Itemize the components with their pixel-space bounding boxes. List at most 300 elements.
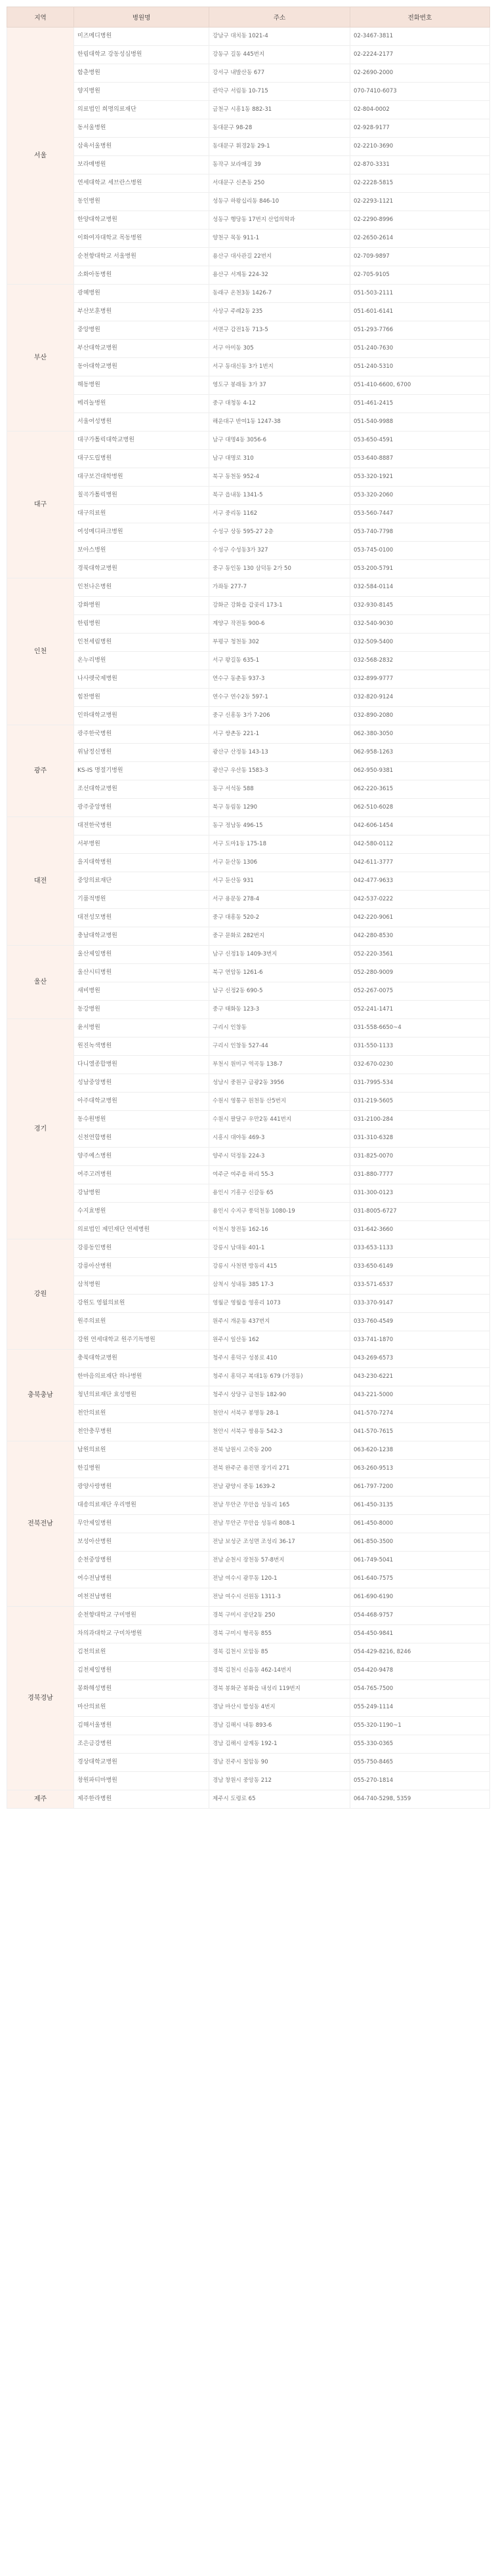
address-cell: 강남구 대치동 1021-4 [209, 28, 350, 46]
phone-cell: 031-558-6650~4 [350, 1019, 490, 1037]
address-cell: 원주시 일산동 162 [209, 1331, 350, 1350]
hospital-name-cell: 조은금강병원 [74, 1735, 209, 1754]
address-cell: 경남 진주시 칠암동 90 [209, 1754, 350, 1772]
table-row [7, 1093, 490, 1111]
table-row [7, 909, 490, 927]
hospital-name-cell: 천안의료원 [74, 1405, 209, 1423]
hospital-name-cell: 순천향대학교 구미병원 [74, 1607, 209, 1625]
address-cell: 관악구 서림동 10-715 [209, 83, 350, 101]
table-row [7, 1497, 490, 1515]
table-row [7, 1313, 490, 1331]
hospital-name-cell: 순천중앙병원 [74, 1552, 209, 1570]
hospital-name-cell: 순천향대학교 서울병원 [74, 248, 209, 266]
table-row [7, 725, 490, 744]
address-cell: 동작구 보라매길 39 [209, 156, 350, 174]
address-cell: 영월군 영월읍 영흥리 1073 [209, 1295, 350, 1313]
phone-cell: 063-260-9513 [350, 1460, 490, 1478]
hospital-name-cell: 인천나은병원 [74, 578, 209, 597]
phone-cell: 043-230-6221 [350, 1368, 490, 1386]
address-cell: 경남 김해시 삼계동 192-1 [209, 1735, 350, 1754]
phone-cell: 051-240-7630 [350, 340, 490, 358]
table-row [7, 1662, 490, 1680]
phone-cell: 032-584-0114 [350, 578, 490, 597]
phone-cell: 053-740-7798 [350, 523, 490, 542]
phone-cell: 031-300-0123 [350, 1184, 490, 1203]
table-row [7, 835, 490, 854]
address-cell: 경남 김해시 내동 893-6 [209, 1717, 350, 1735]
phone-cell: 02-804-0002 [350, 101, 490, 119]
table-row [7, 615, 490, 634]
table-row [7, 1037, 490, 1056]
table-row [7, 1166, 490, 1184]
region-cell: 제주 [7, 1790, 74, 1809]
hospital-name-cell: 광양사랑병원 [74, 1478, 209, 1497]
hospital-name-cell: 여주고려병원 [74, 1166, 209, 1184]
address-cell: 시흥시 대야동 469-3 [209, 1129, 350, 1148]
table-row [7, 101, 490, 119]
phone-cell: 055-320-1190~1 [350, 1717, 490, 1735]
phone-cell: 052-220-3561 [350, 946, 490, 964]
phone-cell: 052-241-1471 [350, 1001, 490, 1019]
phone-cell: 033-571-6537 [350, 1276, 490, 1295]
hospital-name-cell: 청년의료재단 효성병원 [74, 1386, 209, 1405]
phone-cell: 062-220-3615 [350, 780, 490, 799]
address-cell: 전북 완주군 용진면 장기리 271 [209, 1460, 350, 1478]
table-row [7, 1588, 490, 1607]
phone-cell: 02-2224-2177 [350, 46, 490, 64]
hospital-name-cell: 신천연합병원 [74, 1129, 209, 1148]
phone-cell: 064-740-5298, 5359 [350, 1790, 490, 1809]
hospital-name-cell: 대송의료재단 우리병원 [74, 1497, 209, 1515]
phone-cell: 02-705-9105 [350, 266, 490, 285]
table-row [7, 689, 490, 707]
hospital-name-cell: 성남중앙병원 [74, 1074, 209, 1093]
address-cell: 전남 여수시 광무동 120-1 [209, 1570, 350, 1588]
address-cell: 북구 읍내동 1341-5 [209, 487, 350, 505]
table-row [7, 542, 490, 560]
phone-cell: 051-503-2111 [350, 285, 490, 303]
hospital-name-cell: 강원도 영월의료원 [74, 1295, 209, 1313]
phone-cell: 02-709-9897 [350, 248, 490, 266]
phone-cell: 054-420-9478 [350, 1662, 490, 1680]
address-cell: 성동구 행당동 17번지 산업의학과 [209, 211, 350, 230]
table-row [7, 1331, 490, 1350]
phone-cell: 055-249-1114 [350, 1699, 490, 1717]
phone-cell: 051-293-7766 [350, 321, 490, 340]
address-cell: 천안시 서북구 봉명동 28-1 [209, 1405, 350, 1423]
hospital-name-cell: 양주예스병원 [74, 1148, 209, 1166]
hospital-name-cell: 대전한국병원 [74, 817, 209, 835]
phone-cell: 02-928-9177 [350, 119, 490, 138]
table-row [7, 523, 490, 542]
table-row [7, 927, 490, 946]
hospital-name-cell: 의료법인 제민재단 연세병원 [74, 1221, 209, 1239]
address-cell: 서구 중리동 1162 [209, 505, 350, 523]
address-cell: 경북 구미시 공단2동 250 [209, 1607, 350, 1625]
phone-cell: 055-330-0365 [350, 1735, 490, 1754]
header-address: 주소 [209, 7, 350, 28]
hospital-name-cell: 삼척병원 [74, 1276, 209, 1295]
address-cell: 전남 여수시 선원동 1311-3 [209, 1588, 350, 1607]
phone-cell: 054-468-9757 [350, 1607, 490, 1625]
hospital-name-cell: 마산의료원 [74, 1699, 209, 1717]
address-cell: 양천구 목동 911-1 [209, 230, 350, 248]
hospital-name-cell: 무안제일병원 [74, 1515, 209, 1533]
hospital-name-cell: 한림병원 [74, 615, 209, 634]
table-row [7, 303, 490, 321]
phone-cell: 054-450-9841 [350, 1625, 490, 1643]
address-cell: 전남 무안군 무안읍 성동리 808-1 [209, 1515, 350, 1533]
hospital-table [7, 7, 490, 1809]
hospital-name-cell: 여천전남병원 [74, 1588, 209, 1607]
phone-cell: 043-221-5000 [350, 1386, 490, 1405]
hospital-name-cell: 충북대학교병원 [74, 1350, 209, 1368]
phone-cell: 032-930-8145 [350, 597, 490, 615]
region-cell: 광주 [7, 725, 74, 817]
hospital-name-cell: 의료법인 희명의료재단 [74, 101, 209, 119]
phone-cell: 055-750-8465 [350, 1754, 490, 1772]
hospital-name-cell: 강릉동인병원 [74, 1239, 209, 1258]
table-row [7, 28, 490, 46]
phone-cell: 02-2293-1121 [350, 193, 490, 211]
table-row [7, 1533, 490, 1552]
phone-cell: 031-880-7777 [350, 1166, 490, 1184]
hospital-name-cell: 울산시티병원 [74, 964, 209, 982]
address-cell: 동대문구 98-28 [209, 119, 350, 138]
phone-cell: 031-219-5605 [350, 1093, 490, 1111]
hospital-name-cell: 소화아동병원 [74, 266, 209, 285]
phone-cell: 031-642-3660 [350, 1221, 490, 1239]
phone-cell: 063-620-1238 [350, 1441, 490, 1460]
table-row [7, 597, 490, 615]
address-cell: 용인시 수지구 풍덕천동 1080-19 [209, 1203, 350, 1221]
hospital-name-cell: 대구도립병원 [74, 450, 209, 468]
address-cell: 연수구 동춘동 937-3 [209, 670, 350, 689]
table-row [7, 1735, 490, 1754]
table-row [7, 1625, 490, 1643]
address-cell: 서구 둔산동 931 [209, 872, 350, 891]
phone-cell: 033-370-9147 [350, 1295, 490, 1313]
address-cell: 계양구 작전동 900-6 [209, 615, 350, 634]
hospital-name-cell: 한마음의료재단 하나병원 [74, 1368, 209, 1386]
phone-cell: 051-461-2415 [350, 395, 490, 413]
hospital-name-cell: 광주중앙병원 [74, 799, 209, 817]
address-cell: 북구 동림동 1290 [209, 799, 350, 817]
phone-cell: 051-240-5310 [350, 358, 490, 376]
table-row [7, 174, 490, 193]
table-row [7, 1790, 490, 1809]
header-hospital-name: 병원명 [74, 7, 209, 28]
hospital-name-cell: 메리놀병원 [74, 395, 209, 413]
hospital-table-container [7, 7, 489, 1809]
hospital-name-cell: 위남정신병원 [74, 744, 209, 762]
table-row [7, 1607, 490, 1625]
address-cell: 수성구 상동 595-27 2층 [209, 523, 350, 542]
phone-cell: 053-320-2060 [350, 487, 490, 505]
phone-cell: 042-537-0222 [350, 891, 490, 909]
address-cell: 여주군 여주읍 하리 55-3 [209, 1166, 350, 1184]
address-cell: 금천구 시흥1동 882-31 [209, 101, 350, 119]
phone-cell: 053-640-8887 [350, 450, 490, 468]
hospital-name-cell: 부산보훈병원 [74, 303, 209, 321]
table-row [7, 83, 490, 101]
address-cell: 동래구 온천3동 1426-7 [209, 285, 350, 303]
table-row [7, 156, 490, 174]
table-row [7, 707, 490, 725]
hospital-name-cell: 수지효병원 [74, 1203, 209, 1221]
hospital-name-cell: 한길병원 [74, 1460, 209, 1478]
hospital-name-cell: 원진녹색병원 [74, 1037, 209, 1056]
table-row [7, 1111, 490, 1129]
hospital-name-cell: 김천제일병원 [74, 1662, 209, 1680]
hospital-name-cell: 강화병원 [74, 597, 209, 615]
hospital-name-cell: 부산대학교병원 [74, 340, 209, 358]
header-phone: 전화번호 [350, 7, 490, 28]
phone-cell: 033-760-4549 [350, 1313, 490, 1331]
phone-cell: 032-568-2832 [350, 652, 490, 670]
address-cell: 삼척시 성내동 385 17-3 [209, 1276, 350, 1295]
hospital-name-cell: 서울여성병원 [74, 413, 209, 432]
address-cell: 전북 남원시 고죽동 200 [209, 1441, 350, 1460]
table-row [7, 799, 490, 817]
address-cell: 중구 신흥동 3가 7-206 [209, 707, 350, 725]
table-row [7, 1460, 490, 1478]
table-row [7, 468, 490, 487]
phone-cell: 051-410-6600, 6700 [350, 376, 490, 395]
phone-cell: 062-510-6028 [350, 799, 490, 817]
table-row [7, 413, 490, 432]
hospital-name-cell: 창원파티마병원 [74, 1772, 209, 1790]
phone-cell: 032-820-9124 [350, 689, 490, 707]
table-row [7, 1276, 490, 1295]
phone-cell: 02-870-3331 [350, 156, 490, 174]
hospital-name-cell: 다니엘종합병원 [74, 1056, 209, 1074]
phone-cell: 061-640-7575 [350, 1570, 490, 1588]
address-cell: 강서구 내발산동 677 [209, 64, 350, 83]
address-cell: 남구 대명4동 3056-6 [209, 432, 350, 450]
address-cell: 강동구 길동 445번지 [209, 46, 350, 64]
table-row [7, 1754, 490, 1772]
phone-cell: 054-429-8216, 8246 [350, 1643, 490, 1662]
phone-cell: 051-601-6141 [350, 303, 490, 321]
table-row [7, 964, 490, 982]
address-cell: 동대문구 휘경2동 29-1 [209, 138, 350, 156]
region-cell: 충북충남 [7, 1350, 74, 1441]
hospital-name-cell: 인천세림병원 [74, 634, 209, 652]
region-cell: 부산 [7, 285, 74, 432]
address-cell: 경북 김천시 모암동 85 [209, 1643, 350, 1662]
address-cell: 성동구 하왕십리동 846-10 [209, 193, 350, 211]
address-cell: 가좌동 277-7 [209, 578, 350, 597]
address-cell: 성남시 중원구 금광2동 3956 [209, 1074, 350, 1093]
phone-cell: 062-380-3050 [350, 725, 490, 744]
table-row [7, 982, 490, 1001]
hospital-name-cell: 동수원병원 [74, 1111, 209, 1129]
address-cell: 양주시 덕정동 224-3 [209, 1148, 350, 1166]
address-cell: 원주시 개운동 437번지 [209, 1313, 350, 1331]
address-cell: 전남 보성군 조성면 조성리 36-17 [209, 1533, 350, 1552]
address-cell: 경북 구미시 형곡동 855 [209, 1625, 350, 1643]
address-cell: 경북 봉화군 봉화읍 내성리 119번지 [209, 1680, 350, 1699]
table-row [7, 230, 490, 248]
address-cell: 광산구 산정동 143-13 [209, 744, 350, 762]
phone-cell: 031-550-1133 [350, 1037, 490, 1056]
table-row [7, 138, 490, 156]
phone-cell: 053-320-1921 [350, 468, 490, 487]
address-cell: 청주시 흥덕구 성봉로 410 [209, 1350, 350, 1368]
phone-cell: 070-7410-6073 [350, 83, 490, 101]
table-header [7, 7, 490, 28]
table-row [7, 1772, 490, 1790]
address-cell: 부천시 원미구 역곡동 138-7 [209, 1056, 350, 1074]
table-row [7, 358, 490, 376]
hospital-name-cell: 보성아산병원 [74, 1533, 209, 1552]
hospital-name-cell: 차의과대학교 구미차병원 [74, 1625, 209, 1643]
phone-cell: 051-540-9988 [350, 413, 490, 432]
address-cell: 남구 신정2동 690-5 [209, 982, 350, 1001]
address-cell: 서구 도마1동 175-18 [209, 835, 350, 854]
region-cell: 인천 [7, 578, 74, 725]
hospital-name-cell: 중앙병원 [74, 321, 209, 340]
table-row [7, 193, 490, 211]
phone-cell: 02-2210-3690 [350, 138, 490, 156]
hospital-name-cell: 동서울병원 [74, 119, 209, 138]
address-cell: 용산구 대사관길 22번지 [209, 248, 350, 266]
address-cell: 서면구 감전1동 713-5 [209, 321, 350, 340]
table-row [7, 817, 490, 835]
phone-cell: 062-958-1263 [350, 744, 490, 762]
address-cell: 수성구 수성동3가 327 [209, 542, 350, 560]
address-cell: 강화군 강화읍 갑곶리 173-1 [209, 597, 350, 615]
hospital-name-cell: 동아대학교병원 [74, 358, 209, 376]
hospital-name-cell: 서부병원 [74, 835, 209, 854]
address-cell: 연수구 연수2동 597-1 [209, 689, 350, 707]
table-row [7, 1221, 490, 1239]
region-cell: 대전 [7, 817, 74, 946]
hospital-name-cell: 대구의료원 [74, 505, 209, 523]
table-row [7, 652, 490, 670]
address-cell: 용산구 서계동 224-32 [209, 266, 350, 285]
table-row [7, 634, 490, 652]
address-cell: 천안시 서북구 쌍용동 542-3 [209, 1423, 350, 1441]
phone-cell: 031-7995-534 [350, 1074, 490, 1093]
address-cell: 구리시 인창동 527-44 [209, 1037, 350, 1056]
hospital-name-cell: 여수전남병원 [74, 1570, 209, 1588]
table-row [7, 266, 490, 285]
phone-cell: 02-2290-8996 [350, 211, 490, 230]
table-row [7, 1423, 490, 1441]
hospital-name-cell: 대구가톨릭대학교병원 [74, 432, 209, 450]
table-row [7, 1350, 490, 1368]
phone-cell: 042-220-9061 [350, 909, 490, 927]
table-row [7, 285, 490, 303]
hospital-name-cell: 울산제일병원 [74, 946, 209, 964]
hospital-name-cell: 김천의료원 [74, 1643, 209, 1662]
table-row [7, 432, 490, 450]
table-row [7, 891, 490, 909]
table-row [7, 1074, 490, 1093]
table-row [7, 1129, 490, 1148]
region-cell: 서울 [7, 28, 74, 285]
hospital-name-cell: 보라매병원 [74, 156, 209, 174]
table-row [7, 762, 490, 780]
address-cell: 전남 무안군 무안읍 성동리 165 [209, 1497, 350, 1515]
table-row [7, 340, 490, 358]
table-row [7, 1056, 490, 1074]
region-cell: 경북경남 [7, 1607, 74, 1790]
phone-cell: 061-850-3500 [350, 1533, 490, 1552]
hospital-name-cell: 힘찬병원 [74, 689, 209, 707]
hospital-name-cell: 칠곡가톨릭병원 [74, 487, 209, 505]
header-region: 지역 [7, 7, 74, 28]
address-cell: 구리시 인창동 [209, 1019, 350, 1037]
phone-cell: 031-825-0070 [350, 1148, 490, 1166]
hospital-name-cell: 천안충무병원 [74, 1423, 209, 1441]
table-row [7, 780, 490, 799]
hospital-name-cell: 이화여자대학교 목동병원 [74, 230, 209, 248]
table-row [7, 46, 490, 64]
phone-cell: 043-269-6573 [350, 1350, 490, 1368]
phone-cell: 053-200-5791 [350, 560, 490, 578]
hospital-name-cell: 원주의료원 [74, 1313, 209, 1331]
address-cell: 수원시 팔달구 우만2동 441번지 [209, 1111, 350, 1129]
address-cell: 부평구 청천동 302 [209, 634, 350, 652]
hospital-name-cell: 광주한국병원 [74, 725, 209, 744]
address-cell: 청주시 상당구 금천동 182-90 [209, 1386, 350, 1405]
hospital-name-cell: 강릉아산병원 [74, 1258, 209, 1276]
hospital-name-cell: 연세대학교 세브란스병원 [74, 174, 209, 193]
hospital-name-cell: 윤서병원 [74, 1019, 209, 1037]
table-row [7, 854, 490, 872]
hospital-name-cell: 강원 연세대학교 원주기독병원 [74, 1331, 209, 1350]
hospital-name-cell: 인하대학교병원 [74, 707, 209, 725]
hospital-name-cell: 새비병원 [74, 982, 209, 1001]
address-cell: 서구 왕길동 635-1 [209, 652, 350, 670]
table-row [7, 321, 490, 340]
table-row [7, 872, 490, 891]
phone-cell: 032-509-5400 [350, 634, 490, 652]
phone-cell: 052-267-0075 [350, 982, 490, 1001]
table-row [7, 1001, 490, 1019]
address-cell: 해운대구 반여1동 1247-38 [209, 413, 350, 432]
address-cell: 중구 태화동 123-3 [209, 1001, 350, 1019]
table-row [7, 1717, 490, 1735]
phone-cell: 032-890-2080 [350, 707, 490, 725]
phone-cell: 033-650-6149 [350, 1258, 490, 1276]
table-row [7, 505, 490, 523]
hospital-name-cell: 함춘병원 [74, 64, 209, 83]
phone-cell: 032-899-9777 [350, 670, 490, 689]
table-row [7, 1441, 490, 1460]
address-cell: 중구 동인동 130 삼덕동 2가 50 [209, 560, 350, 578]
region-cell: 울산 [7, 946, 74, 1019]
table-row [7, 946, 490, 964]
table-row [7, 744, 490, 762]
hospital-name-cell: 경상대학교병원 [74, 1754, 209, 1772]
address-cell: 광산구 우산동 1583-3 [209, 762, 350, 780]
region-cell: 전북전남 [7, 1441, 74, 1607]
phone-cell: 041-570-7274 [350, 1405, 490, 1423]
hospital-name-cell: 대전성모병원 [74, 909, 209, 927]
address-cell: 이천시 창전동 162-16 [209, 1221, 350, 1239]
table-row [7, 1239, 490, 1258]
hospital-name-cell: 강남병원 [74, 1184, 209, 1203]
table-row [7, 1148, 490, 1166]
address-cell: 강릉시 사천면 방동리 415 [209, 1258, 350, 1276]
table-row [7, 1368, 490, 1386]
table-row [7, 1570, 490, 1588]
hospital-name-cell: 기품적병원 [74, 891, 209, 909]
